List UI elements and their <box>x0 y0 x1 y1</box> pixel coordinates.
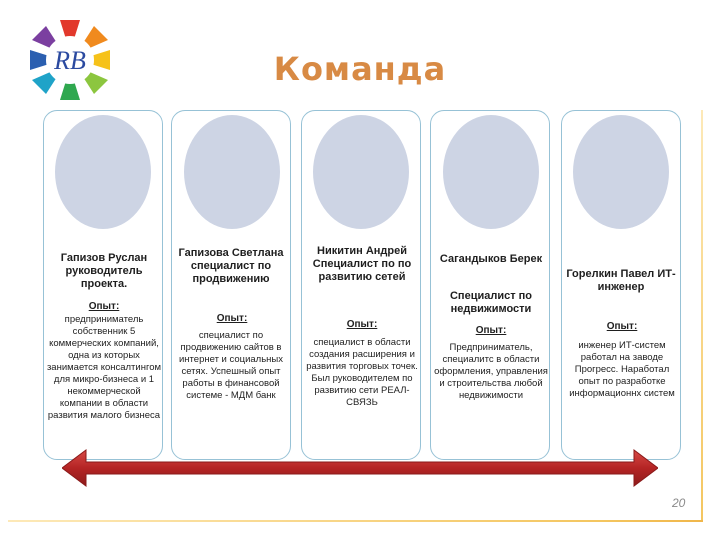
member-role-4: Специалист по недвижимости <box>449 290 533 315</box>
member-name-5: Горелкин Павел ИТ-инженер <box>566 268 676 293</box>
photo-placeholder-4 <box>443 115 539 229</box>
timeline-arrow <box>62 448 658 488</box>
member-description-3: специалист в области создания расширения и развития торговых точек. Был руководителем по развитию сети РЕАЛ-СВЯЗЬ <box>306 337 418 408</box>
experience-label-3: Опыт: <box>346 319 378 330</box>
member-name-3: Никитин Андрей Специалист по по развитию сетей <box>312 245 412 283</box>
member-name-4: Сагандыков Берек <box>439 253 543 265</box>
photo-placeholder-1 <box>55 115 151 229</box>
experience-label-2: Опыт: <box>216 313 248 324</box>
experience-label-1: Опыт: <box>88 301 120 312</box>
slide-title: Команда <box>273 50 447 88</box>
member-description-2: специалист по продвижению сайтов в интернет и социальных сетях. Успешный опыт работы в финансовой системе - МДМ банк <box>178 330 283 401</box>
frame-bottom-border <box>8 520 703 522</box>
member-description-5: инженер ИТ-систем работал на заводе Прогресс. Наработал опыт по разработке информационнх систем <box>569 340 675 399</box>
page-number: 20 <box>672 496 686 510</box>
logo-text: RB <box>54 46 86 75</box>
experience-label-4: Опыт: <box>475 325 507 336</box>
photo-placeholder-5 <box>573 115 669 229</box>
member-description-4: Предприниматель, специалитс в области оформления, управления и строительства любой недвижимости <box>434 342 548 401</box>
frame-right-border <box>701 110 703 520</box>
photo-placeholder-3 <box>313 115 409 229</box>
member-name-1: Гапизов Руслан руководитель проекта. <box>60 252 148 290</box>
member-name-2: Гапизова Светлана специалист по продвижению <box>178 247 284 285</box>
rb-logo <box>22 14 118 110</box>
photo-placeholder-2 <box>184 115 280 229</box>
member-description-1: предприниматель собственник 5 коммерческих компаний, одна из которых занимается консалтингом для микро-бизнеса и 1 некоммерческой компании в области развития малого бизнеса <box>46 314 162 421</box>
experience-label-5: Опыт: <box>606 321 638 332</box>
